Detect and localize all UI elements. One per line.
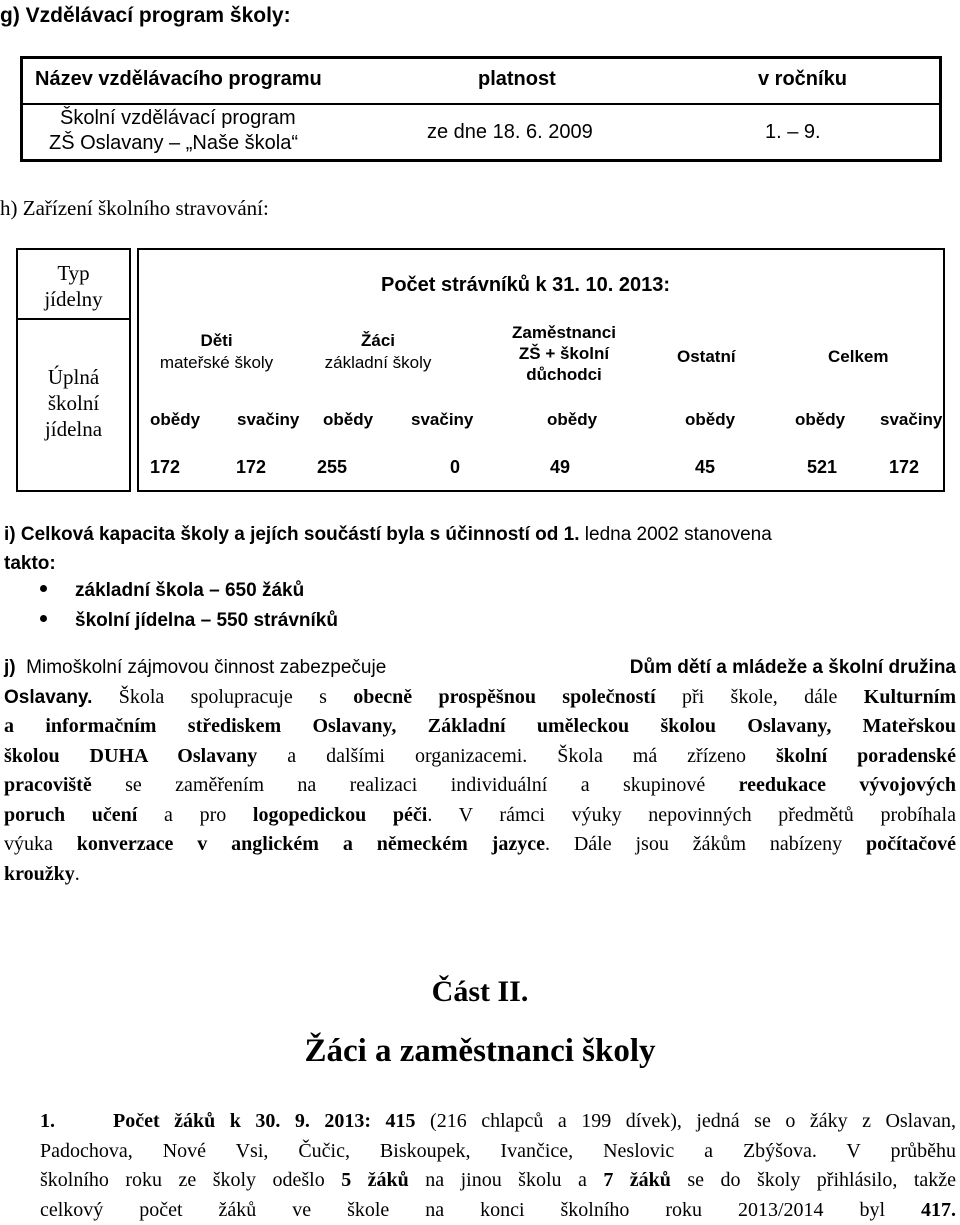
section-j-text: Mimoškolní zájmovou činnost zabezpečuje [26,657,387,678]
text-bold: Kulturním [863,685,957,708]
subheader: svačiny [237,410,300,429]
subheader: obědy [547,410,598,429]
subheader: obědy [150,410,201,429]
text-bold: školní poradenské [775,744,956,767]
group-zam-line2: ZŠ + školní [518,344,610,363]
header-validity: platnost [478,68,556,90]
item-1-line4 [40,1196,956,1225]
text-bold: kroužky [4,862,75,885]
header-grades: v ročníku [758,68,847,90]
section-j-line1 [4,653,956,683]
value-cell: 172 [236,457,267,477]
value-cell: 172 [889,457,920,477]
bullet-text: základní škola – 650 žáků [75,580,305,601]
section-j-line4 [4,742,956,772]
subheader: svačiny [880,410,943,429]
diners-count-title: Počet strávníků k 31. 10. 2013: [381,274,671,296]
section-j-label: j) [4,657,16,678]
program-validity: ze dne 18. 6. 2009 [427,121,593,143]
bullet-item [40,580,304,602]
subheader: obědy [323,410,374,429]
group-zam-line3: důchodci [526,365,602,384]
text: a dalšími organizacemi. Škola má zřízeno [257,744,776,767]
section-j-bold-name: Dům dětí a mládeže a školní družina [629,657,956,678]
text-bold: počítačové [866,833,956,855]
text-bold: 5 žáků [341,1169,409,1191]
text: . [74,862,80,885]
group-celkem: Celkem [828,347,889,366]
section-i-bold: i) Celková kapacita školy a jejích součástí byla s účinností od 1. [4,524,580,545]
type-value-line3: jídelna [44,417,103,441]
bullet-item [40,610,338,632]
text: se zaměřením na realizaci individuální a skupinové [91,774,739,796]
text: celkový počet žáků ve škole na konci školního roku 2013/2014 byl [40,1198,921,1221]
diners-table [137,248,945,492]
value-cell: 255 [317,457,348,477]
text-bold: školou DUHA Oslavany [4,744,258,767]
text-bold: 417. [921,1198,956,1221]
item-1 [40,1107,956,1225]
group-deti-line2: mateřské školy [159,353,274,372]
section-i-line2: takto: [4,553,56,574]
bullet-icon [40,585,47,592]
subheader: obědy [685,410,736,429]
divider [18,318,129,320]
type-header [18,260,129,312]
value-cell: 45 [695,457,716,477]
value-cell: 172 [150,457,181,477]
section-j-line5 [4,771,956,801]
text-bold: 415 [371,1110,431,1132]
text: a pro [137,803,253,826]
subheader: svačiny [411,410,474,429]
bullet-icon [40,615,47,622]
text-bold: Oslavany. [4,686,93,708]
text: . Dále jsou žákům nabízeny [544,833,866,855]
section-i-line1 [4,520,956,549]
group-zaci-line2: základní školy [324,353,432,372]
type-value [18,364,129,442]
group-zaci [299,330,457,374]
text-bold: pracoviště [4,774,92,796]
group-deti-line1: Děti [200,331,233,350]
text: (216 chlapců a 199 dívek), jedná se o žáky z Oslavan, [430,1110,956,1132]
text: na jinou školu a [408,1169,604,1191]
program-name-line1: Školní vzdělávací program [60,107,296,129]
value-cell: 49 [550,457,571,477]
program-table [20,56,942,162]
section-i [4,520,956,578]
bullet-text: školní jídelna – 550 strávníků [75,610,338,631]
section-j [4,653,956,889]
section-i-normal: ledna 2002 stanovena [579,524,772,545]
text: se do školy přihlásilo, takže [670,1169,957,1191]
text-bold: obecně prospěšnou společností [353,685,656,708]
value-cell: 521 [807,457,838,477]
program-grades: 1. – 9. [765,121,821,143]
part-subtitle: Žáci a zaměstnanci školy [304,1033,656,1069]
section-j-line2 [4,683,956,713]
item-1-line2: Padochova, Nové Vsi, Čučic, Biskoupek, Ivančice, Neslovic a Zbýšova. V průběhu [40,1139,956,1162]
group-deti [139,330,294,374]
header-program-name: Název vzdělávacího programu [35,68,322,90]
text: školního roku ze školy odešlo [40,1169,342,1191]
section-j-line3: a informačním střediskem Oslavany, Základní uměleckou školou Oslavany, Mateřskou [4,715,956,737]
group-zaci-line1: Žáci [360,331,396,350]
text: při škole, dále [655,685,864,708]
section-h-heading: h) Zařízení školního stravování: [0,196,269,220]
section-j-line6 [4,801,956,831]
text-bold: konverzace v anglickém a německém jazyce [76,833,545,855]
program-table-header [23,59,939,105]
item-1-line3 [40,1166,956,1196]
item-1-line1 [40,1107,956,1137]
group-zamestnanci [499,322,629,385]
part-title: Část II. [431,975,529,1008]
text-bold: reedukace vývojových [738,774,957,796]
canteen-type-table [16,248,131,492]
item-number: 1. [40,1110,55,1132]
group-ostatni: Ostatní [677,347,736,366]
section-g-heading: g) Vzdělávací program školy: [0,4,291,27]
text-bold: 7 žáků [603,1169,671,1191]
type-value-line1: Úplná [47,365,100,389]
section-j-line7 [4,830,956,860]
program-name-line2: ZŠ Oslavany – „Naše škola“ [49,132,298,154]
type-header-line2: jídelny [44,287,103,311]
text: . V rámci výuky nepovinných předmětů probíhala [427,803,956,826]
value-cell: 0 [450,457,461,477]
text: Škola spolupracuje s [92,685,354,708]
type-header-line1: Typ [57,261,90,285]
section-j-line8 [4,860,956,890]
text-bold: poruch učení [4,803,138,826]
subheader: obědy [795,410,846,429]
type-value-line2: školní [47,391,100,415]
text-bold: logopedickou péči [252,803,428,826]
group-zam-line1: Zaměstnanci [512,323,616,342]
text-bold: Počet žáků k 30. 9. 2013: [113,1110,372,1132]
text: výuka [4,833,77,855]
